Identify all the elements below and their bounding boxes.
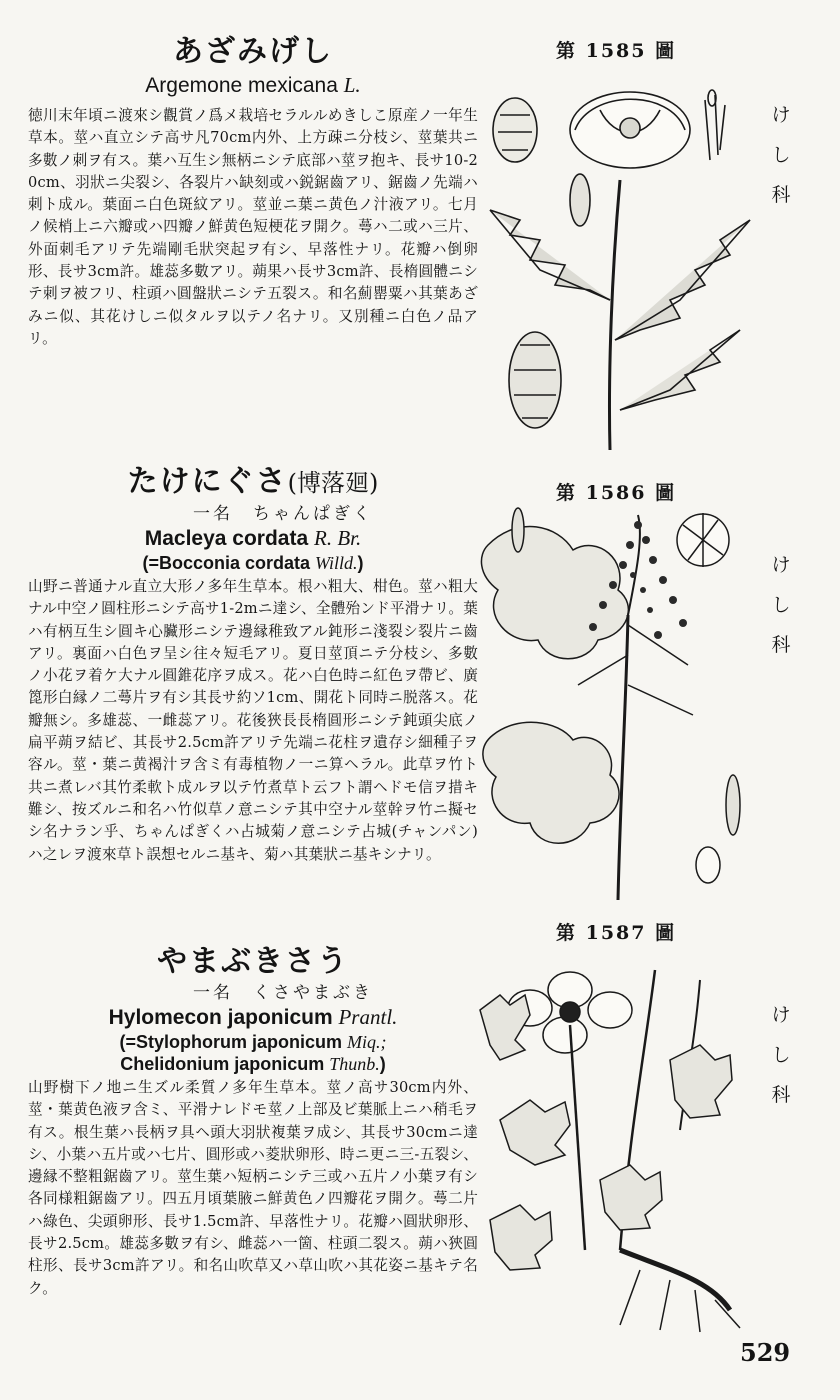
argemone-illustration [480, 70, 760, 460]
figure-label: 第 1587 圖 [556, 922, 677, 944]
synonym-name: (=Bocconia cordata [142, 553, 310, 573]
scientific-name [28, 1004, 478, 1031]
family-char: し [771, 144, 791, 166]
scientific-name [28, 72, 478, 99]
family-label [768, 995, 794, 1115]
binomial: Macleya cordata [144, 527, 309, 550]
family-char: 科 [771, 634, 791, 656]
synonym [28, 552, 478, 574]
synonym [28, 1031, 478, 1053]
figure-label: 第 1586 圖 [556, 482, 677, 504]
entry-macleya [28, 462, 478, 866]
japanese-name: やまぶきさう [157, 944, 349, 979]
family-char: け [771, 1004, 791, 1026]
family-char: し [771, 594, 791, 616]
author: Prantl. [338, 1005, 398, 1029]
synonym-close: ) [357, 553, 364, 573]
author: R. Br. [314, 526, 362, 550]
family-label [768, 545, 794, 665]
entry-hylomecon [28, 942, 478, 1300]
synonym-close: ) [379, 1054, 386, 1074]
kanji-name: (博落廻) [287, 469, 379, 497]
synonym-name: Chelidonium japonicum [120, 1054, 325, 1074]
family-char: し [771, 1044, 791, 1066]
figure-label: 第 1585 圖 [556, 40, 677, 62]
binomial: Argemone mexicana [145, 74, 338, 97]
page-number: 529 [740, 1338, 791, 1367]
japanese-name: あざみげし [173, 34, 333, 69]
kana-name: たけにぐさ [127, 464, 288, 499]
hylomecon-illustration [470, 950, 755, 1335]
family-char: け [771, 554, 791, 576]
family-char: け [771, 104, 791, 126]
synonym-author: Miq.; [347, 1032, 387, 1052]
entry-argemone [28, 32, 478, 350]
binomial: Hylomecon japonicum [108, 1006, 333, 1029]
description: 山野樹下ノ地ニ生ズル柔質ノ多年生草本。莖ノ高サ30cm内外、莖・葉黄色液ヲ含ミ、平滑ナレドモ莖ノ上部及ビ葉脈上ニハ稍毛ヲ有ス。根生葉ハ長柄ヲ具ヘ頭大羽狀複葉ヲ成シ、其長サ30cmニ達シ、小葉ハ五片或ハ七片、圓形或ハ菱狀卵形、時ニ更ニ三-五裂シ、邊縁不整粗鋸齒アリ。莖生葉ハ短柄ニシテ三或ハ五片ノ小葉ヲ有シ各同様粗鋸齒アリ。四五月頃葉腋ニ鮮黄色ノ四瓣花ヲ開ク。蕚二片ハ綠色、尖頭卵形、長サ1.5cm許、早落性ナリ。花瓣ハ圓狀卵形、長サ2.5cm。雄蕊多數ヲ有シ、雌蕊ハ一箇、柱頭二裂ス。蒴ハ狹圓柱形、長サ3cm許アリ。和名山吹草又ハ草山吹ハ其花姿ニ基キテ名ク。 [28, 1079, 478, 1297]
alias-name: 一名 ちゃんぱぎく [193, 504, 373, 524]
family-char: 科 [771, 184, 791, 206]
family-label [768, 95, 794, 215]
family-char: 科 [771, 1084, 791, 1106]
author: L. [343, 73, 361, 97]
synonym [28, 1053, 478, 1075]
description: 山野ニ普通ナル直立大形ノ多年生草本。根ハ粗大、柑色。莖ハ粗大ナル中空ノ圓柱形ニシテ高サ1-2mニ達シ、全體殆ンド平滑ナリ。葉ハ有柄互生シ圓キ心臟形ニシテ邊縁稚致アル鈍形ニ淺裂シ裂片ニ齒アリ。裏面ハ白色ヲ呈シ往々短毛アリ。夏日莖頂ニテ分枝シ、多數ノ小花ヲ着ケ大ナル圓錐花序ヲ成ス。花ハ白色時ニ紅色ヲ帶ビ、廣箆形白縁ノ二蕚片ヲ有シ其長サ約ソ1cm、開花ト同時ニ脱落ス。花瓣無シ。多雄蕊、一雌蕊アリ。花後狹長長楕圓形ニシテ鈍頭尖底ノ扁平蒴ヲ結ビ、其長サ2.5cm許アリテ先端ニ花柱ヲ遺存シ細種子ヲ容ル。莖・葉ニ黄褐汁ヲ含ミ有毒植物ノ一ニ算ヘラル。此草ヲ竹ト共ニ煮レバ其竹柔軟ト成ルヲ以テ竹煮草ト云フト謂ヘドモ信ヲ措キ難シ、按ズルニ和名ハ竹似草ノ意ニシテ其中空ナル莖幹ヲ竹ニ擬セシ名ナラン乎、ちゃんぱぎくハ占城菊ノ意ニシテ占城(チャンパン)ハ之レヲ渡來草ト誤想セルニ基キ、菊ハ其葉狀ニ基キシナリ。 [28, 578, 478, 863]
japanese-name [28, 462, 478, 503]
synonym-author: Thunb. [329, 1054, 380, 1074]
synonym-name: (=Stylophorum japonicum [119, 1032, 342, 1052]
synonym-author: Willd. [315, 553, 358, 573]
scientific-name [28, 525, 478, 552]
description: 徳川末年頃ニ渡來シ觀賞ノ爲メ栽培セラルルめきしこ原産ノ一年生草本。莖ハ直立シテ高サ凡70cm内外、上方疎ニ分枝シ、莖葉共ニ多數ノ刺ヲ有ス。葉ハ互生シ無柄ニシテ底部ハ莖ヲ抱キ、長サ10-20cm、羽狀ニ尖裂シ、各裂片ハ缺刻或ハ鋭鋸齒アリ、鋸齒ノ先端ハ刺ト成ル。葉面ニ白色斑紋アリ。莖並ニ葉ニ黄色ノ汁液アリ。七月ノ候梢上ニ六瓣或ハ四瓣ノ鮮黄色短梗花ヲ開ク。蕚ハ二或ハ三片、外面刺毛アリテ先端剛毛狀突起ヲ有シ、早落性ナリ。花瓣ハ倒卵形、長サ3cm許。雄蕊多數アリ。蒴果ハ長サ3cm許、長楕圓體ニシテ刺ヲ被フリ、柱頭ハ圓盤狀ニシテ五裂ス。和名薊罌粟ハ其葉あざみニ似、其花けしニ似タルヲ以テノ名ナリ。又別種ニ白色ノ品アリ。 [28, 107, 478, 347]
alias-name: 一名 くさやまぶき [193, 983, 373, 1003]
macleya-illustration [478, 505, 758, 905]
